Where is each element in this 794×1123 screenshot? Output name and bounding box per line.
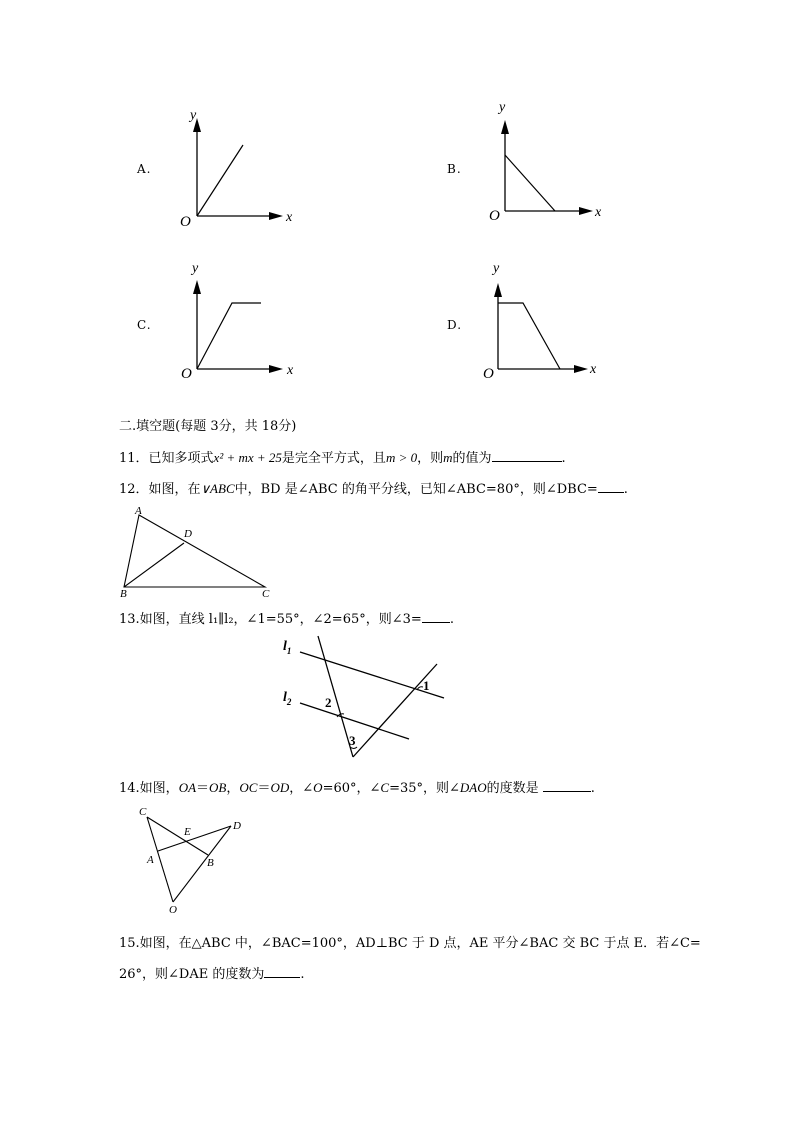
q11-polynomial: x² + mx + 25 — [213, 450, 282, 465]
question-11 — [119, 447, 566, 466]
q13-angle-2: 2 — [325, 695, 332, 710]
q12-label-b: B — [120, 588, 127, 600]
q14-oa: OA — [178, 780, 197, 795]
option-d-origin-label: O — [483, 366, 494, 382]
q13-angle-1: 1 — [423, 678, 430, 693]
question-15-line-2 — [119, 963, 305, 982]
q15-end: . — [300, 967, 305, 982]
q11-variable: m — [443, 450, 453, 465]
q14-label-a: A — [147, 854, 154, 866]
q14-answer-blank[interactable] — [543, 780, 591, 792]
q14-text-4: 的度数是 — [486, 781, 539, 796]
q14-angle-o: O — [313, 780, 323, 795]
q14-angle-dao: DAO — [459, 780, 487, 795]
option-a-line — [197, 145, 243, 216]
q14-sep-2: ，∠ — [289, 781, 314, 796]
q14-text-3: =35°，则∠ — [389, 781, 460, 796]
q13-label-l2: $l_2$ — [283, 690, 292, 707]
option-d-x-label: x — [590, 362, 597, 377]
q14-angle-c: C — [380, 780, 390, 795]
option-c-label: C. — [137, 318, 152, 332]
q12-answer-blank[interactable] — [598, 481, 624, 493]
q11-text-3: ，则 — [417, 451, 444, 466]
q11-answer-blank[interactable] — [492, 450, 562, 462]
option-d-label: D. — [447, 318, 463, 332]
option-c-graph — [175, 265, 300, 390]
q12-end: . — [623, 482, 628, 497]
q14-ob: OB — [209, 780, 227, 795]
question-15-line-1: 15.如图，在△ABC 中，∠BAC=100°，AD⊥BC 于 D 点，AE 平分∠BAC 交 BC 于点 E．若∠C= — [119, 936, 701, 951]
q12-text-1: 12．如图，在 — [119, 482, 201, 497]
q11-text-1: 11．已知多项式 — [119, 451, 214, 466]
q14-label-d: D — [233, 820, 241, 832]
option-a-y-label: y — [190, 108, 197, 123]
option-b-y-label: y — [499, 100, 506, 115]
question-13 — [119, 608, 454, 627]
q13-answer-blank[interactable] — [422, 611, 450, 623]
q11-end: . — [561, 451, 566, 466]
q14-end: . — [590, 781, 595, 796]
section-heading: 二.填空题(每题 3分，共 18分) — [119, 419, 297, 434]
option-a-label: A. — [137, 162, 152, 176]
q13-angle-3: 3 — [349, 733, 356, 748]
q11-text-2: 是完全平方式，且 — [281, 451, 386, 466]
option-b-graph — [485, 103, 610, 228]
option-a-origin-label: O — [180, 214, 191, 230]
q12-text-2: 中，BD 是∠ABC 的角平分线，已知∠ABC=80°，则∠DBC= — [234, 482, 598, 497]
q13-parallel-lines-figure — [270, 630, 460, 765]
q13-label-l1: $l_1$ — [283, 639, 292, 656]
q12-label-c: C — [262, 588, 270, 600]
q14-od: OD — [270, 780, 290, 795]
q11-condition: m > 0 — [385, 450, 418, 465]
q12-triangle-figure — [115, 505, 280, 600]
q12-bisector-bd — [124, 543, 184, 587]
option-a-x-label: x — [286, 210, 293, 225]
option-d-y-label: y — [493, 261, 500, 276]
option-d-graph — [478, 265, 603, 390]
q13-text: 13.如图，直线 l₁∥l₂，∠1=55°，∠2=65°，则∠3= — [119, 612, 422, 627]
q14-label-b: B — [207, 857, 214, 869]
q15-text: 26°，则∠DAE 的度数为 — [119, 967, 265, 982]
question-12 — [119, 478, 628, 497]
option-c-x-label: x — [287, 363, 294, 378]
option-c-y-label: y — [192, 261, 199, 276]
q14-text-2: =60°，∠ — [322, 781, 381, 796]
option-b-label: B. — [447, 162, 462, 176]
q15-answer-blank[interactable] — [264, 966, 300, 978]
option-c-origin-label: O — [181, 366, 192, 382]
q12-triangle: ∨ABC — [200, 481, 235, 496]
option-b-line — [505, 155, 555, 211]
q14-label-e: E — [184, 826, 191, 838]
q12-label-a: A — [135, 505, 142, 517]
option-c-line — [197, 303, 261, 369]
q14-oc: OC — [239, 780, 258, 795]
q14-sep: ， — [226, 781, 240, 796]
question-14 — [119, 777, 595, 796]
q13-end: . — [449, 612, 454, 627]
q12-label-d: D — [184, 528, 192, 540]
q14-label-o: O — [169, 904, 177, 916]
option-b-origin-label: O — [489, 208, 500, 224]
q14-eq-2: ＝ — [257, 781, 271, 796]
option-a-graph — [175, 108, 300, 233]
q14-text-1: 14.如图， — [119, 781, 179, 796]
q14-label-c: C — [139, 806, 147, 818]
q11-text-4: 的值为 — [452, 451, 492, 466]
option-b-x-label: x — [595, 205, 602, 220]
option-d-line — [498, 303, 560, 369]
q13-transversal-1 — [318, 636, 353, 757]
q14-eq-1: ＝ — [196, 781, 210, 796]
